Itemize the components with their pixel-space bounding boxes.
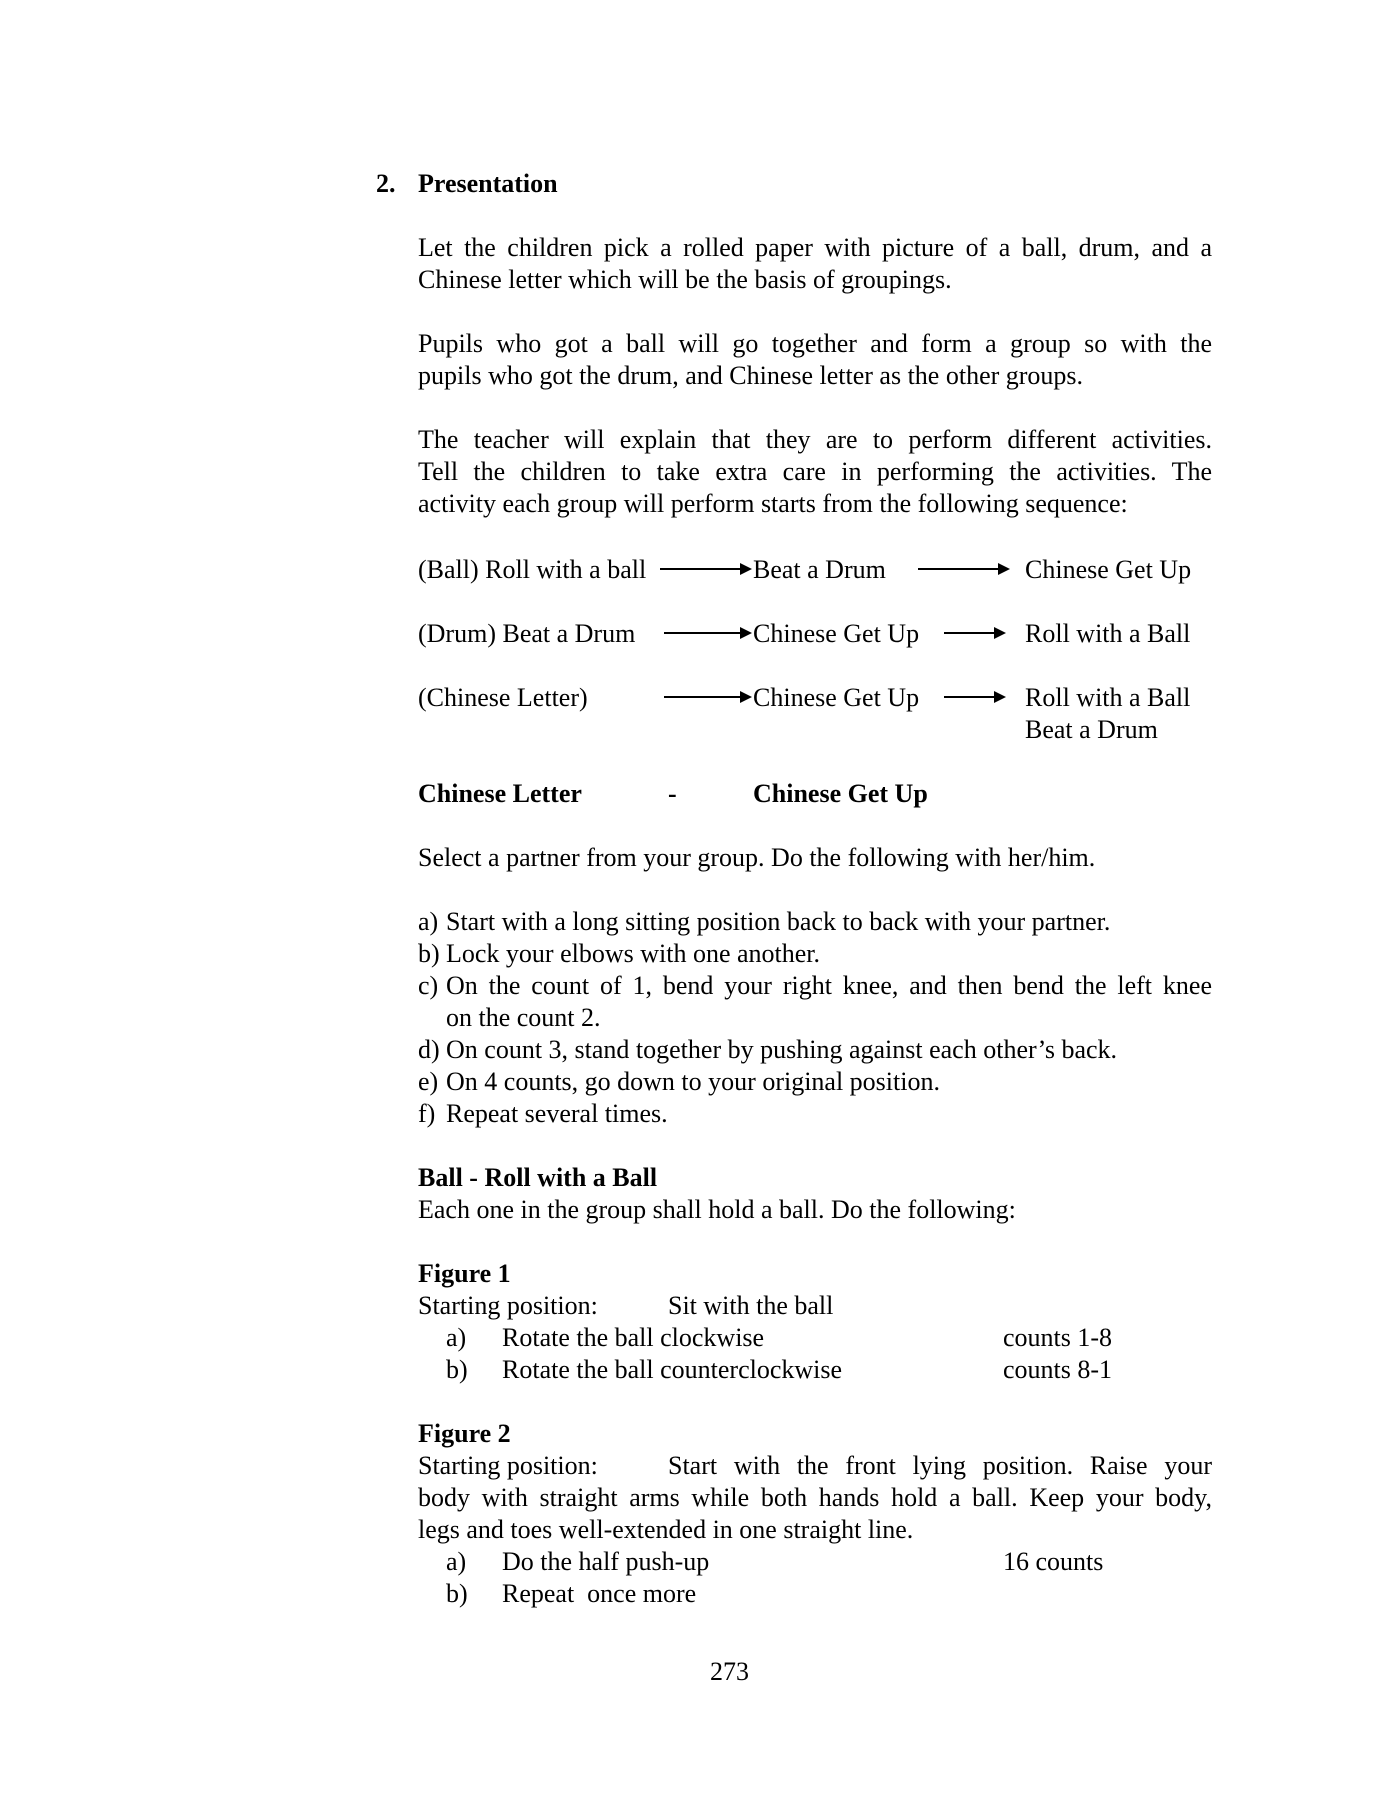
sequence-row2-step2: Chinese Get Up (753, 619, 920, 648)
list-item: Repeat once more (502, 1579, 697, 1608)
sequence-row3-group: (Chinese Letter) (418, 683, 588, 712)
page-number: 273 (710, 1657, 749, 1686)
section-number: 2. (376, 169, 396, 198)
arrow-right-icon (660, 562, 752, 576)
arrow-right-icon (918, 562, 1010, 576)
arrow-right-icon (944, 690, 1006, 704)
chinese-heading-right: Chinese Get Up (753, 779, 928, 808)
sequence-row1-group: (Ball) Roll with a ball (418, 555, 647, 584)
list-item-continuation: on the count 2. (446, 1003, 601, 1032)
figure2-title: Figure 2 (418, 1419, 511, 1448)
list-item-label: b) (446, 1355, 468, 1384)
paragraph-line: pupils who got the drum, and Chinese letter as the other groups. (418, 361, 1084, 390)
ball-heading: Ball - Roll with a Ball (418, 1163, 658, 1192)
figure1-title: Figure 1 (418, 1259, 511, 1288)
section-title: Presentation (418, 169, 558, 198)
list-item: Rotate the ball counterclockwise (502, 1355, 843, 1384)
figure2-line: body with straight arms while both hands hold a ball. Keep your body, (418, 1483, 1212, 1512)
list-item-label: d) (418, 1035, 440, 1064)
chinese-intro: Select a partner from your group. Do the following with her/him. (418, 843, 1096, 872)
list-item: Repeat several times. (446, 1099, 668, 1128)
figure1-start-label: Starting position: (418, 1291, 598, 1320)
sequence-row2-group: (Drum) Beat a Drum (418, 619, 636, 648)
paragraph-line: Pupils who got a ball will go together and form a group so with the (418, 329, 1212, 358)
figure1-start-value: Sit with the ball (668, 1291, 834, 1320)
list-item: On the count of 1, bend your right knee, and then bend the left knee (446, 971, 1212, 1000)
figure2-line: legs and toes well-extended in one straight line. (418, 1515, 914, 1544)
list-item-label: a) (418, 907, 439, 936)
list-item: On 4 counts, go down to your original position. (446, 1067, 940, 1096)
sequence-row3-step4: Beat a Drum (1025, 715, 1158, 744)
paragraph-line: The teacher will explain that they are to perform different activities. (418, 425, 1212, 454)
list-item-counts: counts 8-1 (1003, 1355, 1113, 1384)
list-item: Start with a long sitting position back to back with your partner. (446, 907, 1111, 936)
paragraph-line: activity each group will perform starts from the following sequence: (418, 489, 1128, 518)
arrow-right-icon (944, 626, 1006, 640)
list-item-label: b) (418, 939, 440, 968)
list-item-label: e) (418, 1067, 439, 1096)
list-item-counts: 16 counts (1003, 1547, 1104, 1576)
paragraph-activities (418, 424, 1212, 520)
sequence-row1-step2: Beat a Drum (753, 555, 886, 584)
list-item: Lock your elbows with one another. (446, 939, 821, 968)
list-item-label: b) (446, 1579, 468, 1608)
list-item: On count 3, stand together by pushing against each other’s back. (446, 1035, 1118, 1064)
list-item-label: a) (446, 1547, 467, 1576)
sequence-row2-step3: Roll with a Ball (1025, 619, 1191, 648)
paragraph-line: Chinese letter which will be the basis of groupings. (418, 265, 952, 294)
paragraph-grouping (418, 232, 1212, 296)
arrow-right-icon (664, 626, 752, 640)
list-item-counts: counts 1-8 (1003, 1323, 1113, 1352)
list-item: Rotate the ball clockwise (502, 1323, 765, 1352)
paragraph-groups (418, 328, 1212, 392)
paragraph-line: Tell the children to take extra care in performing the activities. The (418, 457, 1212, 486)
sequence-row3-step3: Roll with a Ball (1025, 683, 1191, 712)
arrow-right-icon (664, 690, 752, 704)
chinese-heading-dash: - (668, 779, 677, 808)
list-item: Do the half push-up (502, 1547, 710, 1576)
figure2-line: Start with the front lying position. Raise your (668, 1451, 1212, 1480)
ball-intro: Each one in the group shall hold a ball. Do the following: (418, 1195, 1016, 1224)
chinese-heading-left: Chinese Letter (418, 779, 582, 808)
list-item-label: f) (418, 1099, 436, 1128)
paragraph-line: Let the children pick a rolled paper with picture of a ball, drum, and a (418, 233, 1212, 262)
list-item-label: c) (418, 971, 439, 1000)
figure2-start-label: Starting position: (418, 1451, 598, 1480)
sequence-row1-step3: Chinese Get Up (1025, 555, 1192, 584)
list-item-label: a) (446, 1323, 467, 1352)
sequence-row3-step2: Chinese Get Up (753, 683, 920, 712)
